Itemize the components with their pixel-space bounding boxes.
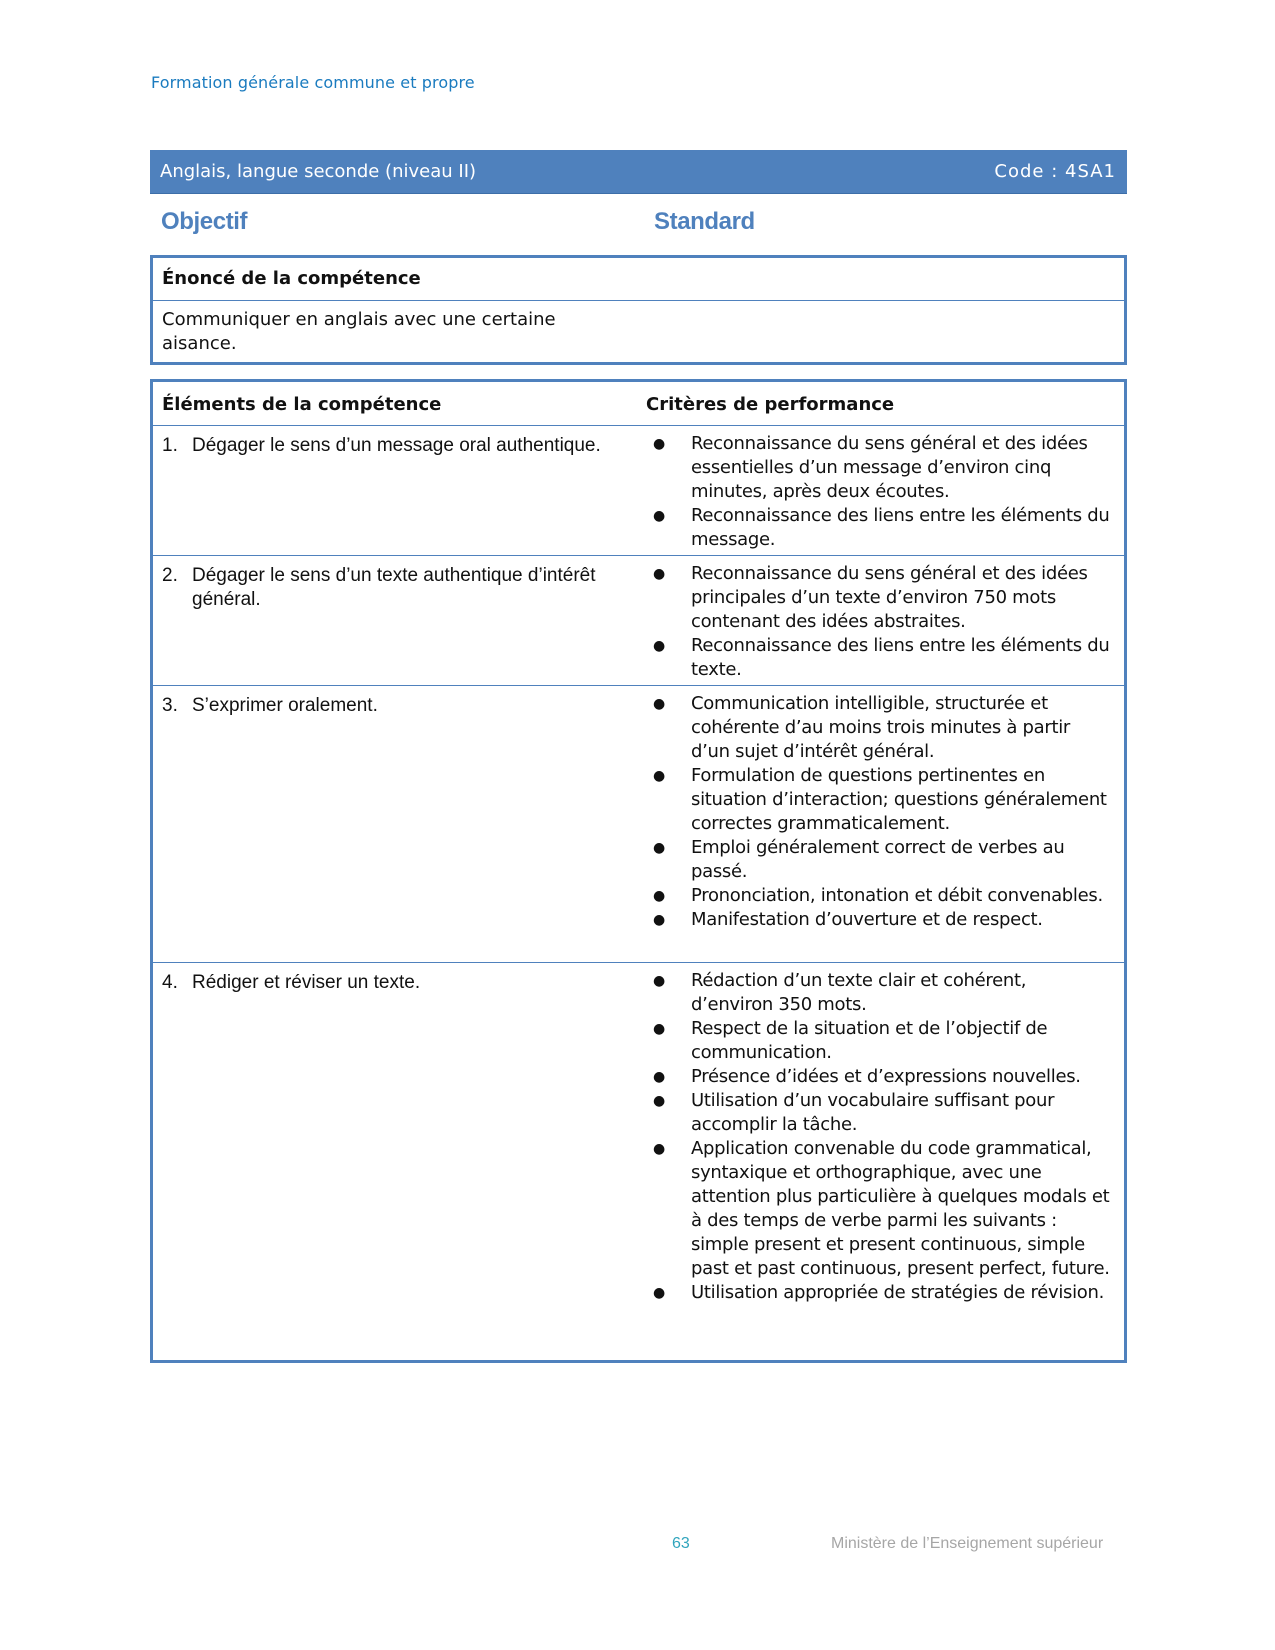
criteria-item <box>643 908 1113 932</box>
criteria-column-header: Critères de performance <box>646 394 895 415</box>
table-row <box>153 686 1124 963</box>
criteria-item <box>643 562 1113 634</box>
criteria-text: Utilisation d’un vocabulaire suffisant pour accomplir la tâche. <box>691 1090 1055 1135</box>
performance-criteria-list <box>643 692 1113 932</box>
criteria-text: Communication intelligible, structurée et cohérente d’au moins trois minutes à partir d’un sujet d’intérêt général. <box>691 693 1071 762</box>
criteria-text: Utilisation appropriée de stratégies de révision. <box>691 1282 1105 1303</box>
table-row <box>153 963 1124 1360</box>
bullet-icon: ● <box>653 912 665 928</box>
competency-element <box>162 564 622 612</box>
bullet-icon: ● <box>653 508 665 524</box>
footer-organization: Ministère de l’Enseignement supérieur <box>831 1535 1104 1552</box>
table-row <box>153 556 1124 686</box>
performance-criteria-list <box>643 562 1113 682</box>
course-title-bar <box>150 150 1127 194</box>
criteria-item <box>643 764 1113 836</box>
course-code: Code : 4SA1 <box>994 161 1116 182</box>
page-number: 63 <box>672 1535 690 1552</box>
competency-element <box>162 434 622 458</box>
elements-column-header: Éléments de la compétence <box>162 394 442 415</box>
performance-criteria-list <box>643 432 1113 552</box>
course-title: Anglais, langue seconde (niveau II) <box>160 161 477 182</box>
criteria-item <box>643 1281 1113 1305</box>
bullet-icon: ● <box>653 1021 665 1037</box>
element-text: Rédiger et réviser un texte. <box>192 972 421 993</box>
criteria-item <box>643 1065 1113 1089</box>
objective-heading: Objectif <box>161 208 248 235</box>
running-header: Formation générale commune et propre <box>151 73 475 92</box>
table-row <box>153 426 1124 556</box>
criteria-item <box>643 1089 1113 1137</box>
bullet-icon: ● <box>653 888 665 904</box>
criteria-item <box>643 969 1113 1017</box>
competency-element <box>162 694 622 718</box>
element-number: 1. <box>162 435 178 456</box>
bullet-icon: ● <box>653 840 665 856</box>
standard-heading: Standard <box>654 208 755 235</box>
competency-statement-box <box>150 255 1127 365</box>
bullet-icon: ● <box>653 973 665 989</box>
criteria-text: Reconnaissance du sens général et des idées principales d’un texte d’environ 750 mots contenant des idées abstraites. <box>691 563 1088 632</box>
element-text: S’exprimer oralement. <box>192 695 378 716</box>
bullet-icon: ● <box>653 768 665 784</box>
element-text: Dégager le sens d’un message oral authentique. <box>192 435 601 456</box>
element-number: 2. <box>162 565 178 586</box>
criteria-item <box>643 634 1113 682</box>
statement-text: Communiquer en anglais avec une certaine aisance. <box>162 309 556 354</box>
bullet-icon: ● <box>653 1141 665 1157</box>
criteria-text: Manifestation d’ouverture et de respect. <box>691 909 1043 930</box>
criteria-text: Reconnaissance des liens entre les éléments du texte. <box>691 635 1110 680</box>
element-number: 4. <box>162 972 178 993</box>
competency-element <box>162 971 622 995</box>
criteria-text: Emploi généralement correct de verbes au passé. <box>691 837 1065 882</box>
bullet-icon: ● <box>653 566 665 582</box>
criteria-text: Reconnaissance du sens général et des idées essentielles d’un message d’environ cinq minutes, après deux écoutes. <box>691 433 1088 502</box>
criteria-item <box>643 1137 1113 1281</box>
bullet-icon: ● <box>653 638 665 654</box>
criteria-text: Formulation de questions pertinentes en situation d’interaction; questions généralement correctes grammaticalement. <box>691 765 1107 834</box>
bullet-icon: ● <box>653 1285 665 1301</box>
statement-heading: Énoncé de la compétence <box>153 258 1124 301</box>
criteria-item <box>643 1017 1113 1065</box>
criteria-text: Rédaction d’un texte clair et cohérent, d’environ 350 mots. <box>691 970 1027 1015</box>
competency-table <box>150 379 1127 1363</box>
table-header-row <box>153 382 1124 426</box>
criteria-text: Reconnaissance des liens entre les éléments du message. <box>691 505 1110 550</box>
criteria-item <box>643 884 1113 908</box>
bullet-icon: ● <box>653 436 665 452</box>
criteria-text: Présence d’idées et d’expressions nouvelles. <box>691 1066 1081 1087</box>
criteria-item <box>643 692 1113 764</box>
bullet-icon: ● <box>653 1093 665 1109</box>
bullet-icon: ● <box>653 696 665 712</box>
performance-criteria-list <box>643 969 1113 1305</box>
bullet-icon: ● <box>653 1069 665 1085</box>
criteria-text: Respect de la situation et de l’objectif de communication. <box>691 1018 1048 1063</box>
criteria-text: Prononciation, intonation et débit convenables. <box>691 885 1103 906</box>
element-text: Dégager le sens d’un texte authentique d’intérêt général. <box>192 565 596 610</box>
criteria-item <box>643 432 1113 504</box>
section-headings <box>150 206 1127 240</box>
criteria-text: Application convenable du code grammatical, syntaxique et orthographique, avec une attention plus particulière à quelques modals et à des temps de verbe parmi les suivants : simple present et present continuous, simple past et past continuous, present perfect, future. <box>691 1138 1110 1279</box>
criteria-item <box>643 504 1113 552</box>
element-number: 3. <box>162 695 178 716</box>
criteria-item <box>643 836 1113 884</box>
